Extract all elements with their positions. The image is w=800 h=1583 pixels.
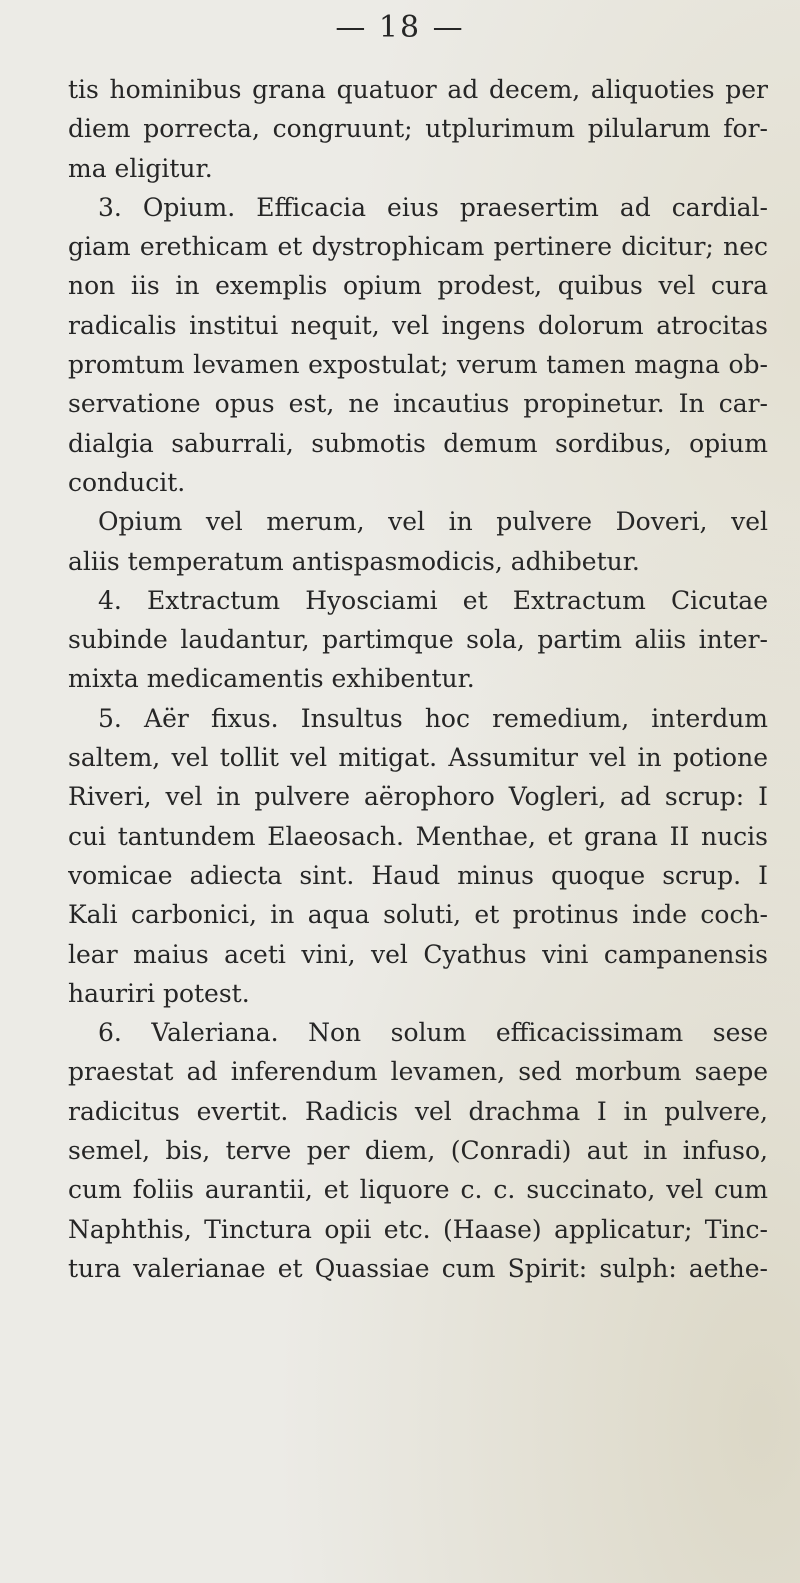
text-line: lear maius aceti vini, vel Cyathus vini campanensis <box>68 939 768 969</box>
text-line: Opium vel merum, vel in pulvere Doveri, vel <box>98 507 768 537</box>
text-line: Kali carbonici, in aqua soluti, et protinus inde coch- <box>68 900 768 930</box>
section-heading-3: 3. Opium. Efficacia eius praesertim ad cardial- <box>98 192 768 222</box>
text-line: Riveri, vel in pulvere aërophoro Vogleri, ad scrup: I <box>68 782 768 812</box>
text-line: radicalis institui nequit, vel ingens dolorum atrocitas <box>68 310 768 340</box>
body-text <box>68 70 768 1288</box>
text-line: diem porrecta, congruunt; utplurimum pilularum for- <box>68 114 768 144</box>
text-line: conducit. <box>68 467 186 497</box>
text-line: Naphthis, Tinctura opii etc. (Haase) applicatur; Tinc- <box>68 1214 768 1244</box>
text-line: cum foliis aurantii, et liquore c. c. succinato, vel cum <box>68 1175 768 1205</box>
text-line: vomicae adiecta sint. Haud minus quoque scrup. I <box>68 860 768 890</box>
text-line: servatione opus est, ne incautius propinetur. In car- <box>68 389 768 419</box>
text-line: promtum levamen expostulat; verum tamen magna ob- <box>68 350 768 380</box>
text-line: radicitus evertit. Radicis vel drachma I in pulvere, <box>68 1096 768 1126</box>
section-heading-5: 5. Aër fixus. Insultus hoc remedium, interdum <box>98 703 768 733</box>
text-line: dialgia saburrali, submotis demum sordibus, opium <box>68 428 768 458</box>
text-line: tis hominibus grana quatuor ad decem, aliquoties per <box>68 75 768 104</box>
text-line: subinde laudantur, partimque sola, partim aliis inter- <box>68 625 768 655</box>
text-line: semel, bis, terve per diem, (Conradi) aut in infuso, <box>68 1136 768 1166</box>
text-line: praestat ad inferendum levamen, sed morbum saepe <box>68 1057 768 1087</box>
text-line: tura valerianae et Quassiae cum Spirit: sulph: aethe- <box>68 1253 768 1283</box>
text-line: giam erethicam et dystrophicam pertinere dicitur; nec <box>68 232 768 262</box>
text-line: ma eligitur. <box>68 153 213 183</box>
text-line: aliis temperatum antispasmodicis, adhibetur. <box>68 546 640 576</box>
text-line: saltem, vel tollit vel mitigat. Assumitur vel in potione <box>68 743 768 773</box>
text-line: mixta medicamentis exhibentur. <box>68 664 475 694</box>
text-line: non iis in exemplis opium prodest, quibus vel cura <box>68 271 768 301</box>
section-heading-4: 4. Extractum Hyosciami et Extractum Cicutae <box>98 585 768 615</box>
section-heading-6: 6. Valeriana. Non solum efficacissimam sese <box>98 1018 768 1048</box>
text-line: cui tantundem Elaeosach. Menthae, et grana II nucis <box>68 821 768 851</box>
text-line: hauriri potest. <box>68 978 250 1008</box>
page-number: — 18 — <box>335 10 465 45</box>
